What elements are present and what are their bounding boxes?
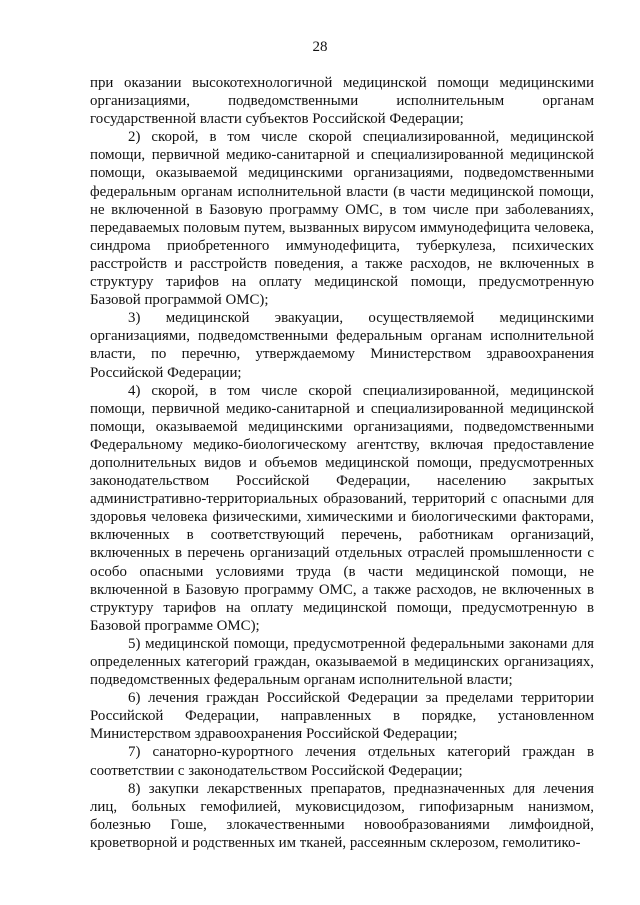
page-number: 28 (312, 39, 328, 55)
paragraph-item-7: 7) санаторно-курортного лечения отдельных категорий граждан в соответствии с законодательством Российской Федерации; (90, 744, 594, 779)
paragraph-item-6: 6) лечения граждан Российской Федерации за пределами территории Российской Федерации, направленных в порядке, установленном Министерством здравоохранения Российской Федерации; (90, 690, 594, 743)
paragraph-continuation: при оказании высокотехнологичной медицинской помощи медицинскими организациями, подведомственными исполнительным органам государственной власти субъектов Российской Федерации; (90, 75, 594, 128)
paragraph-item-2: 2) скорой, в том числе скорой специализированной, медицинской помощи, первичной медико-санитарной и специализированной медицинской помощи, оказываемой медицинскими организациями, подведомственными федеральным органам исполнительной власти (в части медицинской помощи, не включенной в Базовую программу ОМС, в том числе при заболеваниях, передаваемых половым путем, вызванных вирусом иммунодефицита человека, синдрома приобретенного иммунодефицита, туберкулеза, психических расстройств и расстройств поведения, а также расходов, не включенных в структуру тарифов на оплату медицинской помощи, предусмотренную Базовой программой ОМС); (90, 129, 594, 309)
body-text (90, 74, 594, 852)
paragraph-item-3: 3) медицинской эвакуации, осуществляемой медицинскими организациями, подведомственными федеральным органам исполнительной власти, по перечню, утверждаемому Министерством здравоохранения Российской Федерации; (90, 310, 594, 381)
paragraph-item-5: 5) медицинской помощи, предусмотренной федеральными законами для определенных категорий граждан, оказываемой в медицинских организациях, подведомственных федеральным органам исполнительной власти; (90, 635, 594, 689)
paragraph-item-4: 4) скорой, в том числе скорой специализированной, медицинской помощи, первичной медико-санитарной и специализированной медицинской помощи, оказываемой медицинскими организациями, подведомственными Федеральному медико-биологическому агентству, включая предоставление дополнительных видов и объемов медицинской помощи, предусмотренных законодательством Российской Федерации, населению закрытых административно-территориальных образований, территорий с опасными для здоровья человека физическими, химическими и биологическими факторами, включенных в соответствующий перечень, работникам организаций, включенных в перечень организаций отдельных отраслей промышленности с особо опасными условиями труда (в части медицинской помощи, не включенной в Базовую программу ОМС, а также расходов, не включенных в структуру тарифов на оплату медицинской помощи, предусмотренную в Базовой программе ОМС); (90, 382, 594, 634)
paragraph-item-8: 8) закупки лекарственных препаратов, предназначенных для лечения лиц, больных гемофилией, муковисцидозом, гипофизарным нанизмом, болезнью Гоше, злокачественными новообразованиями лимфоидной, кроветворной и родственных им тканей, рассеянным склерозом, гемолитико- (90, 780, 594, 851)
